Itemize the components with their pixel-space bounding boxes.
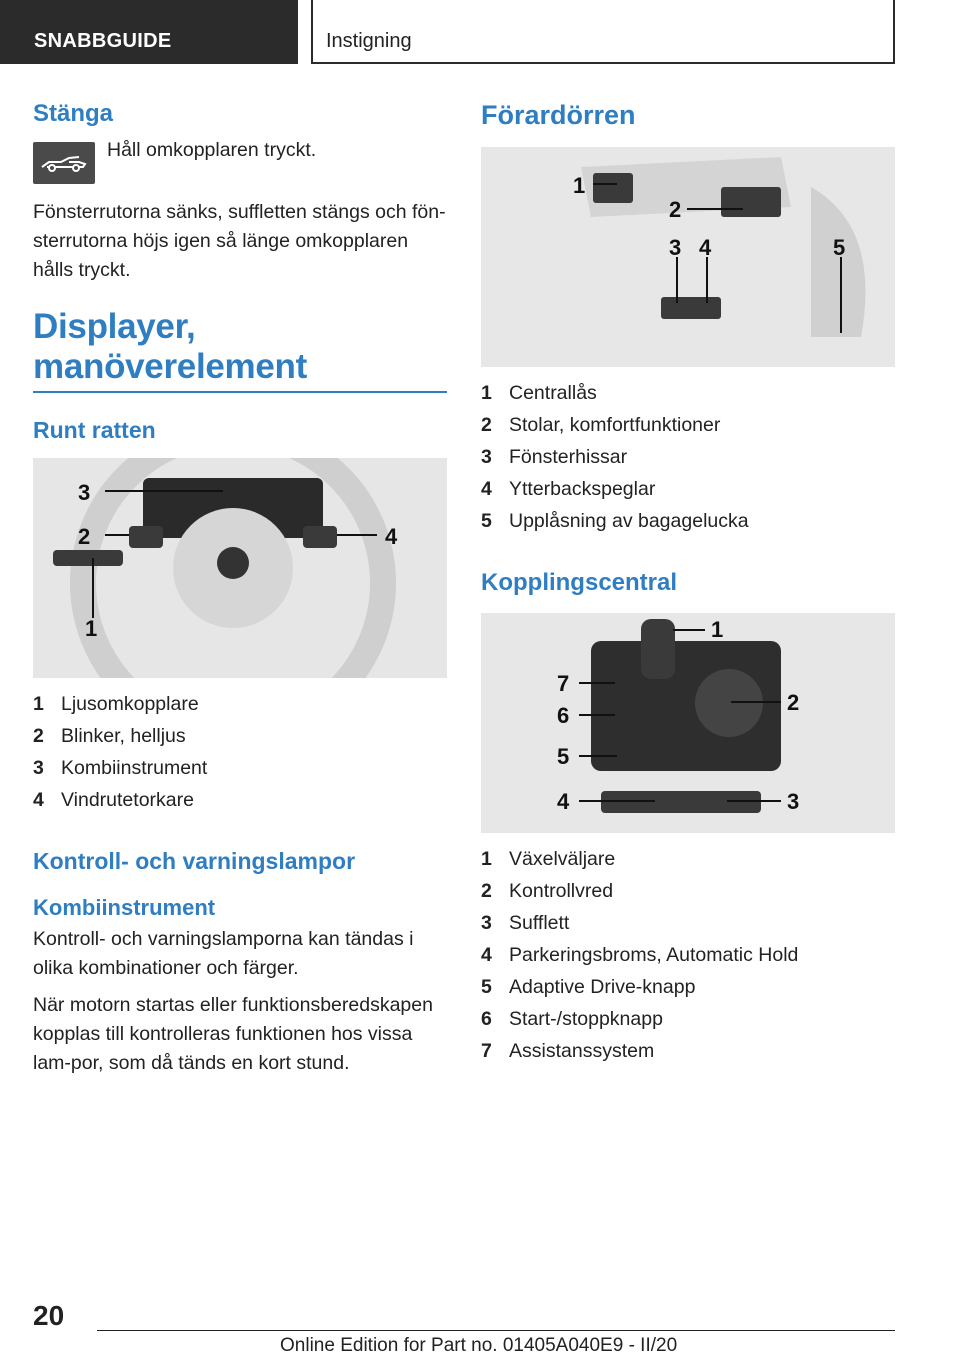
footer-divider	[97, 1330, 895, 1331]
stanga-instruction: Håll omkopplaren tryckt.	[107, 139, 317, 161]
console-callout-5: 5	[557, 744, 570, 769]
displays-heading: Displayer, manöverelement	[33, 307, 447, 393]
door-callout-3: 3	[669, 235, 682, 260]
list-item: 1 Centrallås	[481, 382, 597, 404]
stanga-instruction-row	[33, 139, 447, 184]
list-item: 4 Vindrutetorkare	[33, 789, 194, 811]
list-item: 5 Upplåsning av bagagelucka	[481, 510, 749, 532]
lamps-subheading: Kombiinstrument	[33, 895, 216, 920]
list-item: 7 Assistanssystem	[481, 1040, 655, 1062]
list-item: 4 Ytterbackspeglar	[481, 478, 656, 500]
door-callout-1: 1	[573, 173, 586, 198]
console-heading: Kopplingscentral	[481, 569, 678, 596]
console-callout-7: 7	[557, 671, 570, 696]
list-item: 3 Sufflett	[481, 912, 570, 934]
console-callout-3: 3	[787, 789, 800, 814]
door-list	[481, 377, 895, 537]
door-callout-2: 2	[669, 197, 682, 222]
center-console-figure	[481, 613, 895, 833]
list-item: 3 Fönsterhissar	[481, 446, 628, 468]
steering-heading: Runt ratten	[33, 417, 156, 443]
left-column	[33, 100, 447, 1078]
steering-callout-1: 1	[85, 616, 98, 641]
list-item: 4 Parkeringsbroms, Automatic Hold	[481, 944, 799, 966]
header-section: SNABBGUIDE	[0, 0, 298, 64]
steering-callout-4: 4	[385, 524, 398, 549]
list-item: 6 Start-/stoppknapp	[481, 1008, 663, 1030]
console-callout-6: 6	[557, 703, 570, 728]
page-number: 20	[33, 1300, 65, 1331]
stanga-text: Fönsterrutorna sänks, suffletten stängs och fön-sterrutorna höjs igen så länge omkopplaren hålls tryckt.	[33, 201, 446, 281]
list-item: 1 Växelväljare	[481, 848, 616, 870]
stanga-heading: Stänga	[33, 100, 114, 127]
lamps-heading: Kontroll- och varningslampor	[33, 848, 356, 874]
console-list	[481, 843, 895, 1067]
list-item: 1 Ljusomkopplare	[33, 693, 199, 715]
steering-list	[33, 688, 447, 816]
door-callout-5: 5	[833, 235, 846, 260]
list-item: 5 Adaptive Drive-knapp	[481, 976, 696, 998]
steering-callout-3: 3	[78, 480, 91, 505]
list-item: 3 Kombiinstrument	[33, 757, 208, 779]
right-column	[481, 100, 895, 1067]
door-callout-4: 4	[699, 235, 712, 260]
steering-wheel-figure	[33, 458, 447, 678]
lamps-paragraph-2: När motorn startas eller funktionsberedskapen kopplas till kontrolleras funktionen hos vissa lam-por, som då tänds en kort stund.	[33, 994, 433, 1074]
door-heading: Förardörren	[481, 100, 636, 130]
console-callout-1: 1	[711, 617, 724, 642]
list-item: 2 Blinker, helljus	[33, 725, 186, 747]
header-chapter: Instigning	[311, 0, 895, 64]
door-panel-figure	[481, 147, 895, 367]
console-callout-4: 4	[557, 789, 570, 814]
console-callout-2: 2	[787, 690, 800, 715]
footer-edition: Online Edition for Part no. 01405A040E9 - II/20	[280, 1335, 678, 1356]
list-item: 2 Kontrollvred	[481, 880, 614, 902]
list-item: 2 Stolar, komfortfunktioner	[481, 414, 721, 436]
steering-callout-2: 2	[78, 524, 91, 549]
convertible-car-icon	[33, 142, 95, 184]
lamps-paragraph-1: Kontroll- och varningslamporna kan tändas i olika kombinationer och färger.	[33, 928, 414, 979]
